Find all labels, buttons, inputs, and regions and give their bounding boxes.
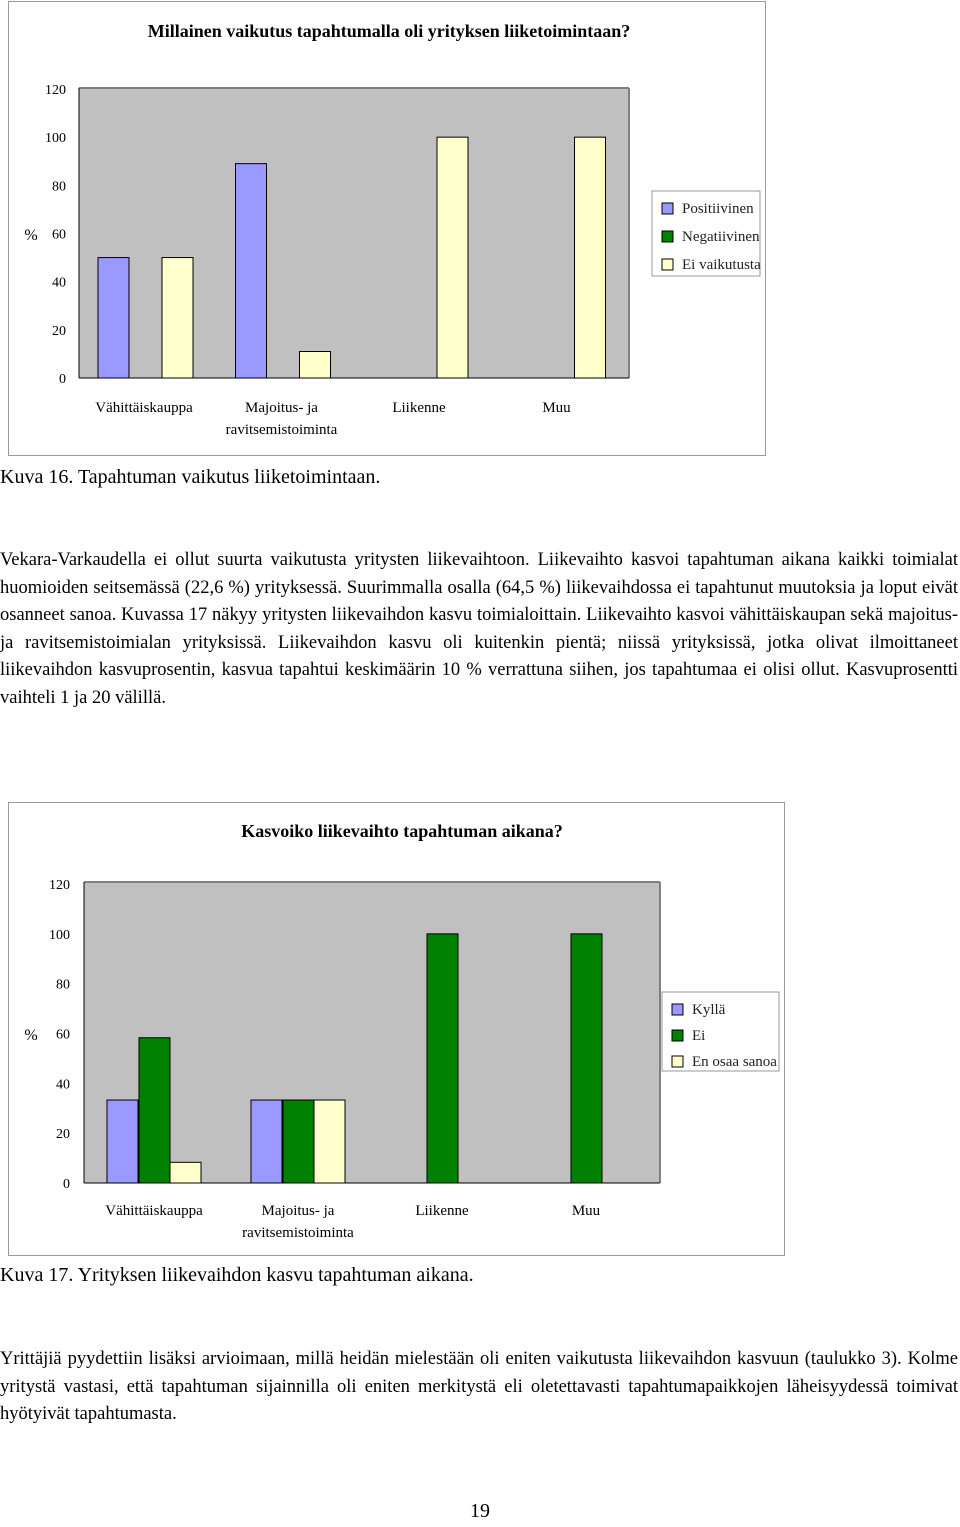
- figure-16-caption: Kuva 16. Tapahtuman vaikutus liiketoimintaan.: [0, 466, 381, 488]
- chart-1-bar-2-1: [236, 164, 267, 378]
- chart-1-y-tick-label-4: 80: [52, 179, 66, 195]
- chart-1-y-tick-label-2: 40: [52, 275, 66, 291]
- chart-2-category-label-4-1: Muu: [571, 1203, 601, 1219]
- page-number: 19: [470, 1500, 490, 1522]
- chart-1-y-tick-label-0: 0: [59, 372, 66, 387]
- chart-1-y-axis-label: %: [24, 227, 38, 244]
- chart-1-legend-swatch-1: [662, 203, 673, 214]
- chart-1-y-tick-label-1: 20: [52, 323, 66, 339]
- chart-2-category-label-2-1: Majoitus- ja: [261, 1203, 335, 1219]
- chart-2-legend-swatch-3: [672, 1056, 683, 1067]
- chart-1-category-label-2-2: ravitsemistoiminta: [225, 422, 338, 438]
- chart-2-bar-3-2: [427, 934, 458, 1183]
- chart-1: [9, 2, 767, 457]
- chart-1-category-label-1-1: Vähittäiskauppa: [95, 400, 193, 416]
- chart-2-bar-2-1: [251, 1100, 282, 1183]
- chart-1-legend-label-2: Negatiivinen: [682, 229, 760, 245]
- chart-2-title: Kasvoiko liikevaihto tapahtuman aikana?: [241, 821, 563, 841]
- chart-1-legend-swatch-2: [662, 231, 673, 242]
- chart-2-legend-swatch-1: [672, 1004, 683, 1015]
- chart-1-frame: [8, 1, 766, 456]
- chart-2-bar-1-2: [139, 1038, 170, 1183]
- chart-2-legend-label-1: Kyllä: [692, 1002, 726, 1018]
- chart-2: [9, 803, 786, 1257]
- chart-1-bar-4-3: [575, 137, 606, 378]
- chart-2-y-tick-label-1: 20: [56, 1127, 70, 1143]
- chart-1-title: Millainen vaikutus tapahtumalla oli yrityksen liiketoimintaan?: [147, 21, 631, 41]
- body-paragraph-1: Vekara-Varkaudella ei ollut suurta vaikutusta yritysten liikevaihtoon. Liikevaihto kasvoi tapahtuman aikana kaikki toimialat huomioiden seitsemässä (22,6 %) yrityksessä. Suurimmalla osalla (64,5 %) liikevaihdossa ei tapahtunut muutoksia ja loput eivät osanneet sanoa. Kuvassa 17 näkyy yritysten liikevaihdon kasvu toimialoittain. Liikevaihto kasvoi vähittäiskaupan sekä majoitus- ja ravitsemistoimialan yrityksissä. Liikevaihdon kasvu oli kuitenkin pientä; niissä yrityksissä, jotka olivat ilmoittaneet liikevaihdon kasvuprosentin, kasvua tapahtui keskimäärin 10 % verrattuna siihen, jos tapahtumaa ei olisi ollut. Kasvuprosentti vaihteli 1 ja 20 välillä.: [0, 550, 958, 708]
- chart-2-category-label-2-2: ravitsemistoiminta: [242, 1225, 354, 1241]
- chart-1-legend-swatch-3: [662, 259, 673, 270]
- chart-1-bar-1-3: [162, 258, 193, 378]
- chart-2-y-axis-label: %: [24, 1027, 38, 1044]
- chart-2-bar-4-2: [571, 934, 602, 1183]
- chart-2-legend-swatch-2: [672, 1030, 683, 1041]
- chart-1-legend-label-1: Positiivinen: [682, 201, 754, 217]
- chart-1-bar-2-3: [300, 352, 331, 378]
- chart-1-category-label-4-1: Muu: [542, 400, 571, 416]
- chart-2-bar-2-3: [314, 1100, 345, 1183]
- figure-17-caption: Kuva 17. Yrityksen liikevaihdon kasvu tapahtuman aikana.: [0, 1264, 474, 1286]
- chart-2-y-tick-label-6: 120: [49, 878, 70, 893]
- chart-2-category-label-1-1: Vähittäiskauppa: [105, 1203, 203, 1219]
- chart-1-y-tick-label-3: 60: [52, 227, 66, 243]
- chart-2-y-tick-label-2: 40: [56, 1077, 70, 1093]
- chart-2-y-tick-label-5: 100: [49, 927, 70, 943]
- chart-2-category-label-3-1: Liikenne: [415, 1203, 469, 1219]
- chart-2-y-tick-label-3: 60: [56, 1027, 70, 1043]
- chart-2-y-tick-label-4: 80: [56, 977, 70, 993]
- chart-1-y-tick-label-6: 120: [45, 83, 66, 98]
- chart-2-y-tick-label-0: 0: [63, 1177, 70, 1192]
- chart-1-category-label-3-1: Liikenne: [392, 400, 446, 416]
- chart-2-legend-label-3: En osaa sanoa: [692, 1054, 777, 1070]
- chart-1-bar-1-1: [98, 258, 129, 378]
- chart-1-bar-3-3: [437, 137, 468, 378]
- chart-2-bar-1-3: [170, 1162, 201, 1183]
- body-paragraph-2: Yrittäjiä pyydettiin lisäksi arvioimaan, millä heidän mielestään oli eniten vaikutusta liikevaihdon kasvuun (taulukko 3). Kolme yritystä vastasi, että tapahtuman sijainnilla oli eniten merkitystä eli oletettavasti tapahtumapaikkojen läheisyydessä toimivat hyötyivät tapahtumasta.: [0, 1349, 958, 1424]
- chart-1-legend-label-3: Ei vaikutusta: [682, 257, 761, 273]
- chart-1-y-tick-label-5: 100: [45, 131, 66, 147]
- chart-2-legend-label-2: Ei: [692, 1028, 706, 1044]
- chart-2-bar-2-2: [283, 1100, 314, 1183]
- chart-1-category-label-2-1: Majoitus- ja: [245, 400, 318, 416]
- chart-2-bar-1-1: [107, 1100, 138, 1183]
- chart-2-frame: [8, 802, 785, 1256]
